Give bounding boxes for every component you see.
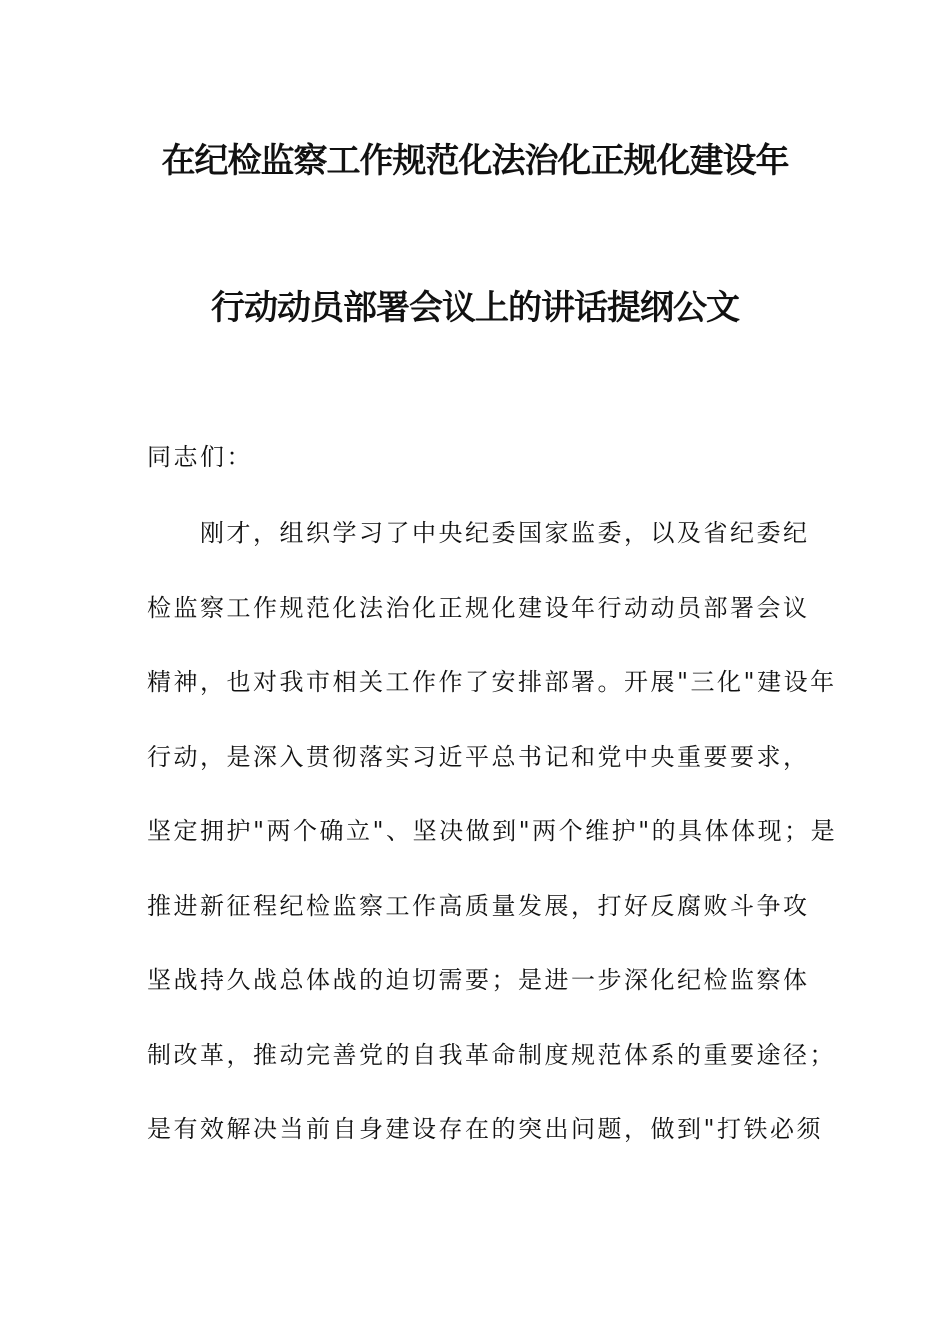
paragraph-line: 行动，是深入贯彻落实习近平总书记和党中央重要要求， bbox=[147, 743, 810, 771]
paragraph-line: 推进新征程纪检监察工作高质量发展，打好反腐败斗争攻 bbox=[147, 892, 810, 920]
paragraph-line: 检监察工作规范化法治化正规化建设年行动动员部署会议 bbox=[147, 594, 810, 622]
paragraph-line: 是有效解决当前自身建设存在的突出问题，做到"打铁必须 bbox=[147, 1115, 824, 1143]
paragraph-line: 坚定拥护"两个确立"、坚决做到"两个维护"的具体体现；是 bbox=[147, 817, 838, 845]
paragraph-line: 刚才，组织学习了中央纪委国家监委，以及省纪委纪 bbox=[147, 519, 810, 547]
document-title-line-2: 行动动员部署会议上的讲话提纲公文 bbox=[211, 288, 739, 328]
paragraph-line: 精神，也对我市相关工作作了安排部署。开展"三化"建设年 bbox=[147, 668, 837, 696]
document-title-line-1: 在纪检监察工作规范化法治化正规化建设年 bbox=[161, 141, 789, 181]
salutation: 同志们： bbox=[147, 443, 253, 471]
paragraph-line: 制改革，推动完善党的自我革命制度规范体系的重要途径； bbox=[147, 1041, 836, 1069]
paragraph-line: 坚战持久战总体战的迫切需要；是进一步深化纪检监察体 bbox=[147, 966, 810, 994]
